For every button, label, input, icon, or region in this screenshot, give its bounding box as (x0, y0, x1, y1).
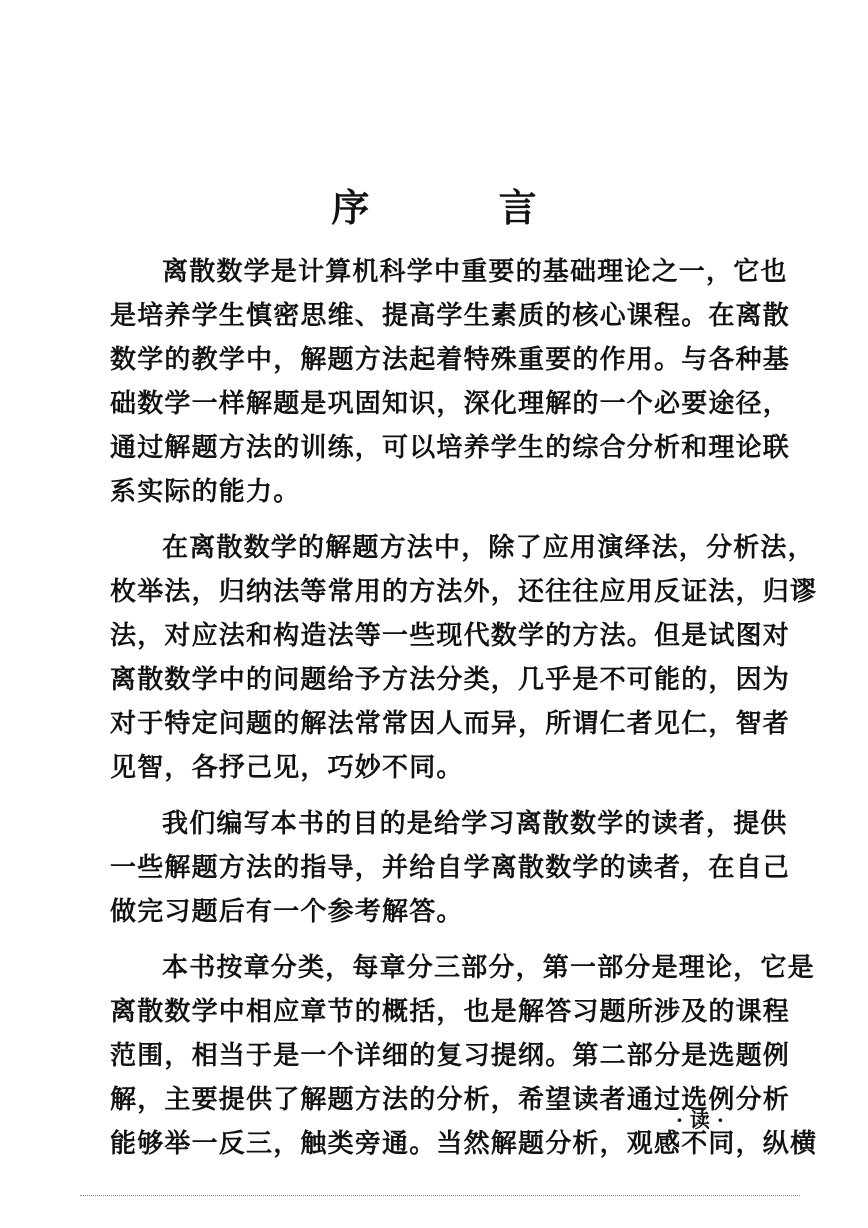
text-line: 枚举法，归纳法等常用的方法外，还往往应用反证法，归谬 (110, 577, 818, 607)
text-line: 是培养学生慎密思维、提高学生素质的核心课程。在离散 (110, 301, 791, 331)
text-line: 做完习题后有一个参考解答。 (110, 897, 464, 927)
paragraph-3 (110, 802, 791, 934)
text-line: 数学的教学中，解题方法起着特殊重要的作用。与各种基 (110, 345, 791, 375)
text-line: 通过解题方法的训练，可以培养学生的综合分析和理论联 (110, 433, 791, 463)
text-line: 离散数学中相应章节的概括，也是解答习题所涉及的课程 (110, 997, 791, 1027)
text-line: 础数学一样解题是巩固知识，深化理解的一个必要途径， (110, 389, 791, 419)
preface-body (110, 250, 818, 1178)
paragraph-4 (110, 946, 818, 1166)
text-line: 见智，各抒己见，巧妙不同。 (110, 753, 464, 783)
page-title: 序 言 (331, 185, 595, 230)
text-line: 在离散数学的解题方法中，除了应用演绎法，分析法， (162, 533, 815, 563)
paragraph-1 (110, 250, 791, 514)
scan-bottom-rule (80, 1195, 800, 1196)
page-footer-mark: · 读 · (676, 1108, 724, 1132)
text-line: 范围，相当于是一个详细的复习提纲。第二部分是选题例 (110, 1041, 791, 1071)
text-line: 系实际的能力。 (110, 477, 301, 507)
text-line: 离散数学是计算机科学中重要的基础理论之一，它也 (162, 257, 788, 287)
text-line: 一些解题方法的指导，并给自学离散数学的读者，在自己 (110, 853, 791, 883)
text-line: 对于特定问题的解法常常因人而异，所谓仁者见仁，智者 (110, 709, 791, 739)
text-line: 法，对应法和构造法等一些现代数学的方法。但是试图对 (110, 621, 791, 651)
text-line: 离散数学中的问题给予方法分类，几乎是不可能的，因为 (110, 665, 791, 695)
text-line: 解，主要提供了解题方法的分析，希望读者通过选例分析 (110, 1085, 791, 1115)
text-line: 本书按章分类，每章分三部分，第一部分是理论，它是 (162, 953, 815, 983)
paragraph-2 (110, 526, 818, 790)
text-line: 我们编写本书的目的是给学习离散数学的读者，提供 (162, 809, 788, 839)
text-line: 能够举一反三，触类旁通。当然解题分析，观感不同，纵横 (110, 1129, 818, 1159)
